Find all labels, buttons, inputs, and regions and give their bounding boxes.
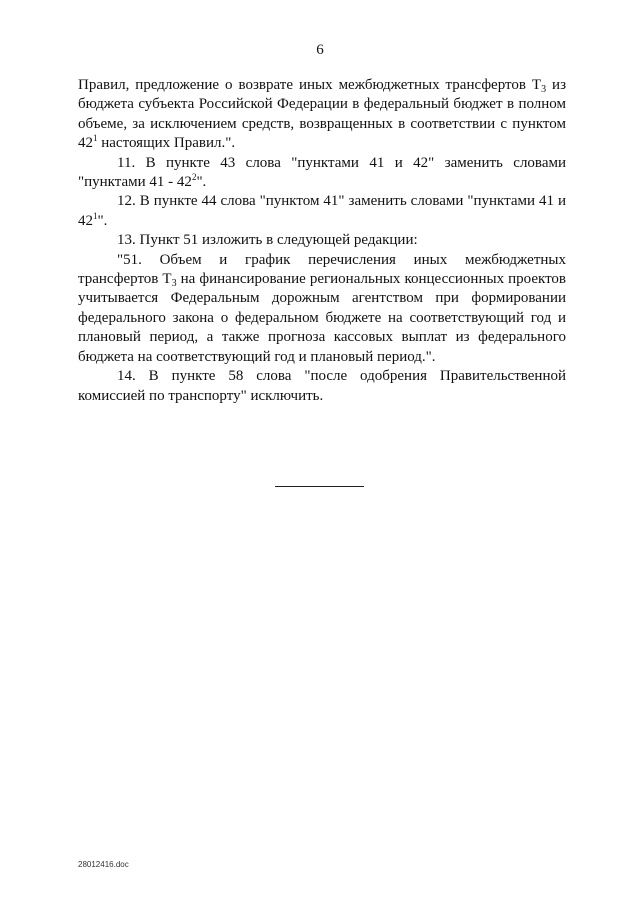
page-number: 6 — [316, 42, 324, 58]
superscript-text: 1 — [93, 133, 98, 144]
subscript-text: 3 — [171, 278, 177, 290]
paragraph-text: ". — [196, 174, 207, 191]
paragraph-text: 13. Пункт 51 изложить в следующей редакции: — [117, 232, 418, 249]
subscript-text: 3 — [541, 84, 547, 95]
paragraph-text: на финансирование региональных концессионных проектов учитывается Федеральным дорожным агентством при формировании федерального закона о федеральном бюджете на соответствующий год и плановый период, а также прогноза кассовых выплат из федерального бюджета на соответствующий год и плановый период.". — [78, 271, 567, 365]
paragraph-text: настоящих Правил.". — [97, 135, 236, 152]
end-separator-line — [275, 486, 364, 487]
paragraph-text: ". — [97, 212, 108, 229]
document-body — [78, 76, 566, 406]
paragraph-text: Правил, предложение о возврате иных межбюджетных трансфертов Т — [78, 77, 542, 93]
paragraph-continuation — [78, 76, 566, 154]
paragraph-text: 11. В пункте 43 слова "пунктами 41 и 42" заменить словами "пунктами 41 - 42 — [78, 154, 566, 191]
superscript-text: 1 — [93, 210, 98, 221]
paragraph-text: 12. В пункте 44 слова "пунктом 41" заменить словами "пунктами 41 и 42 — [78, 193, 566, 229]
superscript-text: 2 — [191, 172, 197, 183]
footer-file-reference: 28012416.doc — [78, 860, 129, 869]
paragraph-text: "51. Объем и график перечисления иных межбюджетных трансфертов Т — [78, 251, 566, 288]
paragraph-text: 14. В пункте 58 слова "после одобрения Правительственной комиссией по транспорту" исключить. — [78, 368, 566, 404]
paragraph-quoted-item-51 — [78, 251, 566, 367]
paragraph-item-14 — [78, 367, 566, 406]
paragraph-item-12 — [78, 192, 566, 231]
paragraph-item-11 — [78, 154, 566, 193]
paragraph-item-13 — [78, 231, 566, 250]
paragraph-text: из бюджета субъекта Российской Федерации в федеральный бюджет в полном объеме, за исключением средств, возвращенных в соответствии с пунктом 42 — [78, 77, 567, 152]
